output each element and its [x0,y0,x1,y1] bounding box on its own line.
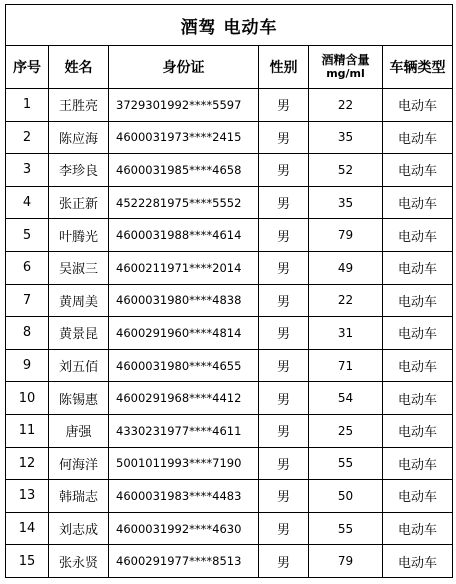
table-row [6,545,453,578]
cell-index: 6 [6,251,49,284]
cell-alcohol: 79 [309,219,383,252]
header-alcohol-label: 酒精含量 [321,53,370,67]
cell-gender: 男 [259,219,309,252]
cell-name: 刘五佰 [49,349,109,382]
cell-vehicle: 电动车 [383,512,453,545]
cell-name: 吴淑三 [49,251,109,284]
header-index: 序号 [6,46,49,89]
cell-index: 2 [6,121,49,154]
cell-index: 4 [6,186,49,219]
cell-gender: 男 [259,186,309,219]
cell-vehicle: 电动车 [383,545,453,578]
cell-vehicle: 电动车 [383,251,453,284]
cell-id: 4600031992****4630 [109,512,259,545]
cell-vehicle: 电动车 [383,121,453,154]
cell-index: 10 [6,382,49,415]
cell-id: 4600031973****2415 [109,121,259,154]
cell-gender: 男 [259,121,309,154]
table-row [6,447,453,480]
cell-alcohol: 54 [309,382,383,415]
cell-alcohol: 55 [309,447,383,480]
table-row [6,219,453,252]
cell-vehicle: 电动车 [383,89,453,122]
cell-id: 4600031983****4483 [109,480,259,513]
cell-index: 14 [6,512,49,545]
cell-name: 韩瑞志 [49,480,109,513]
cell-name: 刘志成 [49,512,109,545]
cell-name: 陈应海 [49,121,109,154]
cell-id: 4600211971****2014 [109,251,259,284]
cell-alcohol: 50 [309,480,383,513]
cell-gender: 男 [259,284,309,317]
cell-id: 4522281975****5552 [109,186,259,219]
cell-gender: 男 [259,317,309,350]
cell-gender: 男 [259,414,309,447]
cell-alcohol: 31 [309,317,383,350]
header-alcohol-unit: mg/ml [326,67,365,80]
cell-index: 12 [6,447,49,480]
cell-id: 5001011993****7190 [109,447,259,480]
cell-name: 叶腾光 [49,219,109,252]
cell-index: 1 [6,89,49,122]
cell-vehicle: 电动车 [383,317,453,350]
cell-alcohol: 52 [309,154,383,187]
cell-alcohol: 71 [309,349,383,382]
table-row [6,186,453,219]
table-body [6,5,453,578]
table-row [6,154,453,187]
table-row [6,284,453,317]
cell-id: 4600031980****4655 [109,349,259,382]
table-row [6,251,453,284]
cell-alcohol: 25 [309,414,383,447]
cell-index: 9 [6,349,49,382]
table-row [6,414,453,447]
header-alcohol [309,46,383,89]
cell-name: 黄周美 [49,284,109,317]
header-vehicle: 车辆类型 [383,46,453,89]
table-row [6,89,453,122]
cell-name: 王胜亮 [49,89,109,122]
cell-gender: 男 [259,447,309,480]
cell-alcohol: 79 [309,545,383,578]
table-row [6,121,453,154]
header-name: 姓名 [49,46,109,89]
cell-alcohol: 49 [309,251,383,284]
table-row [6,512,453,545]
document-table-container [5,4,453,578]
cell-vehicle: 电动车 [383,154,453,187]
cell-alcohol: 35 [309,186,383,219]
cell-index: 8 [6,317,49,350]
cell-vehicle: 电动车 [383,447,453,480]
header-row [6,46,453,89]
cell-vehicle: 电动车 [383,349,453,382]
cell-id: 4600291977****8513 [109,545,259,578]
cell-gender: 男 [259,251,309,284]
cell-gender: 男 [259,154,309,187]
cell-vehicle: 电动车 [383,219,453,252]
cell-name: 陈锡惠 [49,382,109,415]
cell-id: 4600291960****4814 [109,317,259,350]
cell-vehicle: 电动车 [383,382,453,415]
table-title: 酒驾 电动车 [6,5,453,46]
table-row [6,317,453,350]
cell-gender: 男 [259,349,309,382]
cell-id: 4600031985****4658 [109,154,259,187]
cell-id: 4600291968****4412 [109,382,259,415]
cell-id: 3729301992****5597 [109,89,259,122]
cell-name: 张永贤 [49,545,109,578]
header-id: 身份证 [109,46,259,89]
cell-name: 张正新 [49,186,109,219]
cell-alcohol: 35 [309,121,383,154]
cell-name: 李珍良 [49,154,109,187]
cell-gender: 男 [259,89,309,122]
cell-gender: 男 [259,545,309,578]
cell-gender: 男 [259,512,309,545]
table-row [6,480,453,513]
cell-index: 13 [6,480,49,513]
table-row [6,382,453,415]
cell-name: 唐强 [49,414,109,447]
cell-gender: 男 [259,480,309,513]
cell-index: 15 [6,545,49,578]
cell-vehicle: 电动车 [383,186,453,219]
cell-index: 3 [6,154,49,187]
cell-vehicle: 电动车 [383,414,453,447]
cell-alcohol: 22 [309,284,383,317]
cell-id: 4330231977****4611 [109,414,259,447]
table-row [6,349,453,382]
cell-vehicle: 电动车 [383,284,453,317]
cell-index: 5 [6,219,49,252]
cell-name: 何海洋 [49,447,109,480]
cell-index: 11 [6,414,49,447]
cell-alcohol: 22 [309,89,383,122]
cell-index: 7 [6,284,49,317]
cell-id: 4600031988****4614 [109,219,259,252]
cell-gender: 男 [259,382,309,415]
header-gender: 性别 [259,46,309,89]
title-row [6,5,453,46]
drunk-driving-table [5,4,453,578]
cell-vehicle: 电动车 [383,480,453,513]
cell-alcohol: 55 [309,512,383,545]
cell-id: 4600031980****4838 [109,284,259,317]
cell-name: 黄景昆 [49,317,109,350]
